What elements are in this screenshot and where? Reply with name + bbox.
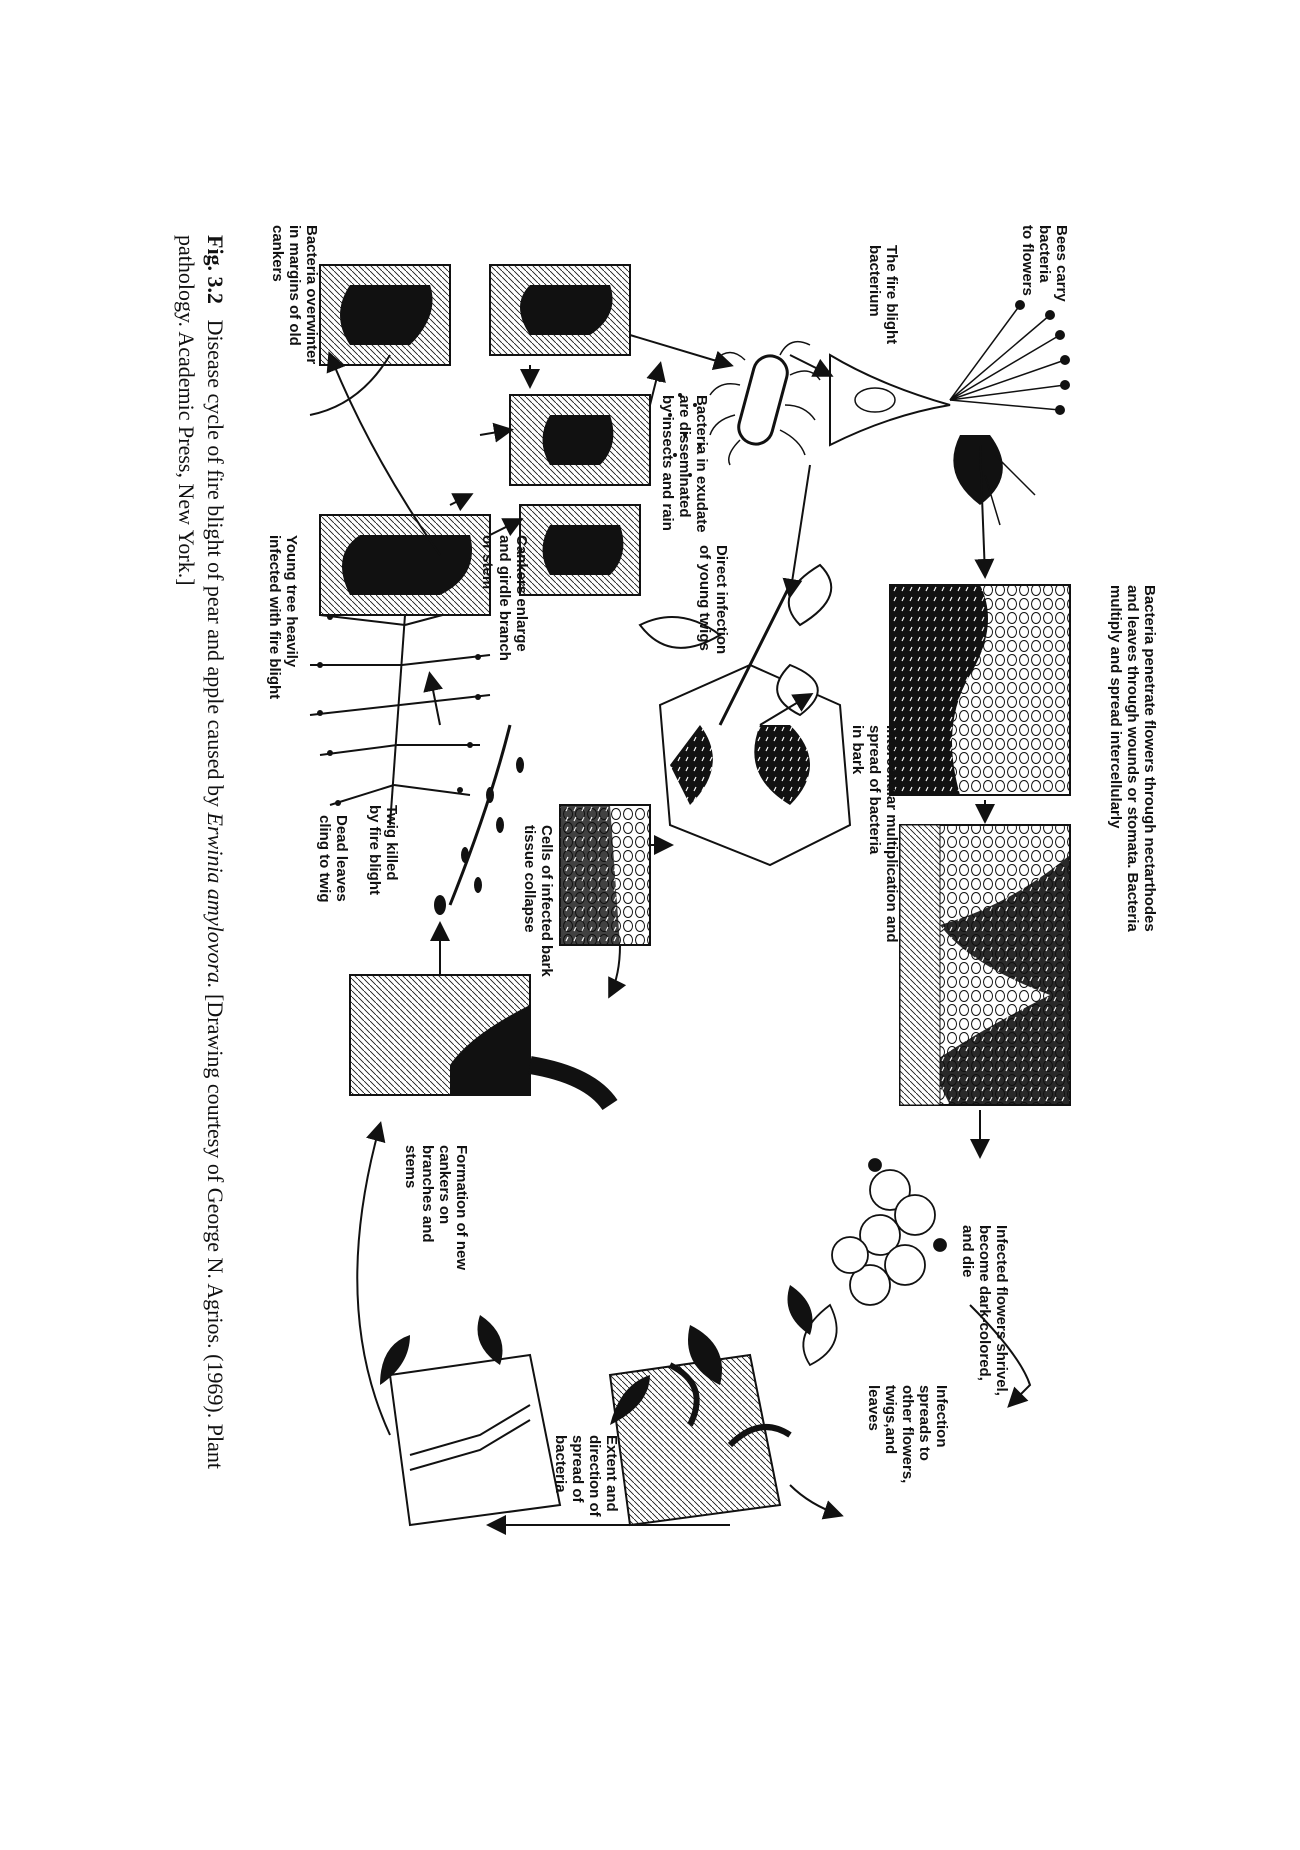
label-formation-cankers: Formation of new cankers on branches and stems: [402, 1145, 470, 1270]
label-young-tree: Young tree heavily infected with fire blight: [266, 535, 300, 700]
label-dead-leaves: Dead leaves cling to twig: [316, 815, 350, 903]
label-extent-direction: Extent and direction of spread of bacteria: [552, 1435, 620, 1517]
label-fire-blight-bacterium: The fire blight bacterium: [866, 245, 900, 345]
label-twig-killed: Twig killed by fire blight: [366, 805, 400, 895]
label-infection-spreads: Infection spreads to other flowers, twigs,and leaves: [865, 1385, 950, 1484]
label-cankers-enlarge: Cankers enlarge and girdle branch or stem: [479, 535, 530, 661]
label-bacteria-penetrate: Bacteria penetrate flowers through nectarthodes and leaves through wounds or stomata. Bacteria multiply and spread intercellularly: [1107, 585, 1158, 932]
killed-twig-illustration: [434, 725, 524, 915]
label-bees: Bees carry bacteria to flowers: [1019, 225, 1070, 302]
figure-number: Fig. 3.2: [203, 235, 228, 305]
fire-blight-bacterium-illustration: [710, 342, 820, 465]
leaf-tissue-cross-section: [890, 585, 1070, 1105]
blossom-cluster-illustration: [803, 1159, 946, 1365]
figure-caption: [172, 235, 230, 1475]
label-cells-collapse: Cells of infected bark tissue collapse: [521, 825, 555, 977]
caption-text-end: [Drawing courtesy of George N. Agrios. (1969). Plant pathology. Academic Press, New York.]: [174, 235, 228, 1469]
label-bacteria-exudate: Bacteria in exudate are disseminated by insects and rain: [659, 395, 710, 533]
caption-text-start: Disease cycle of fire blight of pear and apple caused by: [203, 319, 228, 808]
caption-species: Erwinia amylovora.: [203, 812, 228, 989]
rotated-figure: [130, 205, 1158, 1605]
label-intercellular-multiplication: Intercellular multiplication and spread of bacteria in bark: [849, 725, 900, 943]
new-canker-on-stem-illustration: [350, 975, 610, 1105]
label-infected-flowers: Infected flowers shrivel, become dark-colored, and die: [959, 1225, 1010, 1396]
label-direct-infection: Direct infection of young twigs: [696, 545, 730, 655]
label-bacteria-overwinter: Bacteria overwinter in margins of old cankers: [269, 225, 320, 365]
